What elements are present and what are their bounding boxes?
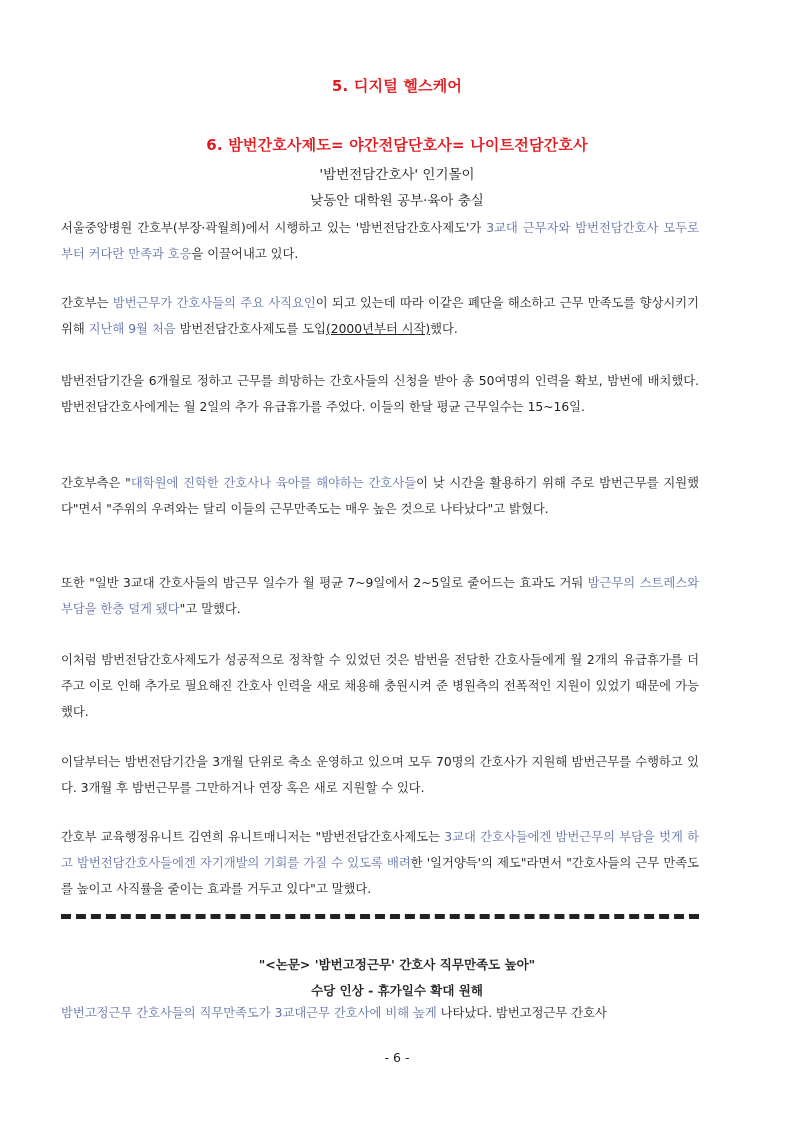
page-number: - 6 - bbox=[384, 1050, 410, 1065]
p5-text-end: "고 말했다. bbox=[179, 602, 241, 616]
paragraph-6: 이처럼 밤번전담간호사제도가 성공적으로 정착할 수 있었던 것은 밤번을 전담한 간호사들에게 월 2개의 유급휴가를 더 주고 이로 인해 추가로 필요해진 간호사 인력을 새로 채용해 충원시켜 준 병원측의 전폭적인 지원이 있었기 때문에 가능했다. bbox=[61, 653, 699, 719]
section-heading-digital-healthcare: 5. 디지털 헬스케어 bbox=[331, 77, 463, 95]
p9-highlight: 밤번고정근무 간호사들의 직무만족도가 3교대근무 간호사에 비해 높게 bbox=[61, 1006, 437, 1020]
p2-highlight-date: 지난해 9월 처음 bbox=[88, 322, 176, 336]
p9-text: 나타났다. 밤번고정근무 간호사 bbox=[436, 1006, 607, 1020]
p5-text: 또한 "일반 3교대 간호사들의 밤근무 일수가 월 평균 7~9일에서 2~5일로 줄어드는 효과도 거둬 bbox=[61, 576, 588, 590]
p5-highlight: 밤근무의 스트레스와 부담을 한층 덜게 됐다 bbox=[61, 576, 699, 616]
p2-text-intro: 밤번전담간호사제도를 도입 bbox=[175, 322, 326, 336]
p2-highlight: 밤번근무가 간호사들의 주요 사직요인 bbox=[112, 296, 316, 310]
p2-text: 간호부는 bbox=[61, 296, 113, 310]
paragraph-3: 밤번전담기간을 6개월로 정하고 근무를 희망하는 간호사들의 신청을 받아 총 50여명의 인력을 확보, 밤번에 배치했다. 밤번전담간호사에게는 월 2일의 추가 유급휴가를 주었다. 이들의 한달 평균 근무일수는 15~16일. bbox=[61, 374, 699, 414]
paragraph-5 bbox=[61, 570, 699, 622]
article-title: '밤번전담간호사' 인기몰이 bbox=[319, 167, 475, 183]
paragraph-1 bbox=[61, 215, 699, 267]
paper-section-subtitle: 수당 인상 - 휴가일수 확대 원해 bbox=[311, 983, 483, 998]
paragraph-7: 이달부터는 밤번전담기간을 3개월 단위로 축소 운영하고 있으며 모두 70명의 간호사가 지원해 밤번근무를 수행하고 있다. 3개월 후 밤번근무를 그만하거나 연장 혹은 새로 지원할 수 있다. bbox=[61, 755, 699, 795]
p2-text-end: 했다. bbox=[430, 322, 458, 336]
p1-text: 서울중앙병원 간호부(부장·곽월희)에서 시행하고 있는 '밤번전담간호사제도'가 bbox=[61, 221, 487, 235]
paragraph-8 bbox=[61, 824, 699, 902]
paragraph-2 bbox=[61, 290, 699, 342]
p1-highlight: 3교대 근무자와 밤번전담간호사 모두로부터 커다란 만족과 호응 bbox=[61, 221, 699, 261]
p4-text: 간호부측은 " bbox=[61, 476, 131, 490]
paragraph-4 bbox=[61, 470, 699, 522]
p2-text-mid: 이 되고 있는데 따라 이같은 폐단을 해소하고 근무 만족도를 향상시키기 위해 bbox=[61, 296, 699, 336]
article-subtitle: 낮동안 대학원 공부·육아 충실 bbox=[310, 193, 484, 209]
p4-highlight: 대학원에 진학한 간호사나 육아를 해야하는 간호사들 bbox=[130, 476, 417, 490]
paragraph-9 bbox=[61, 1000, 699, 1026]
section-heading-night-nurse: 6. 밤번간호사제도= 야간전담단호사= 나이트전담간호사 bbox=[206, 136, 588, 154]
p8-text: 간호부 교육행정유니트 김연희 유니트매니저는 "밤번전담간호사제도는 bbox=[61, 830, 445, 844]
p2-underlined-note: (2000년부터 시작) bbox=[325, 322, 431, 336]
p1-text-end: 을 이끌어내고 있다. bbox=[191, 247, 299, 261]
paper-section-title: "<논문> '밤번고정근무' 간호사 직무만족도 높아" bbox=[258, 957, 536, 972]
p8-text-end: 한 '일거양득'의 제도"라면서 "간호사들의 근무 만족도를 높이고 사직률을 줄이는 효과를 거두고 있다"고 말했다. bbox=[61, 856, 700, 896]
p4-text-end: 이 낮 시간을 활용하기 위해 주로 밤번근무를 지원했다"면서 "주위의 우려와는 달리 이들의 근무만족도는 매우 높은 것으로 나타났다"고 밝혔다. bbox=[61, 476, 699, 516]
section-divider bbox=[61, 914, 699, 919]
p8-highlight: 3교대 간호사들에겐 밤번근무의 부담을 벗게 하고 밤번전담간호사들에겐 자기개발의 기회를 가질 수 있도록 배려 bbox=[61, 830, 699, 870]
